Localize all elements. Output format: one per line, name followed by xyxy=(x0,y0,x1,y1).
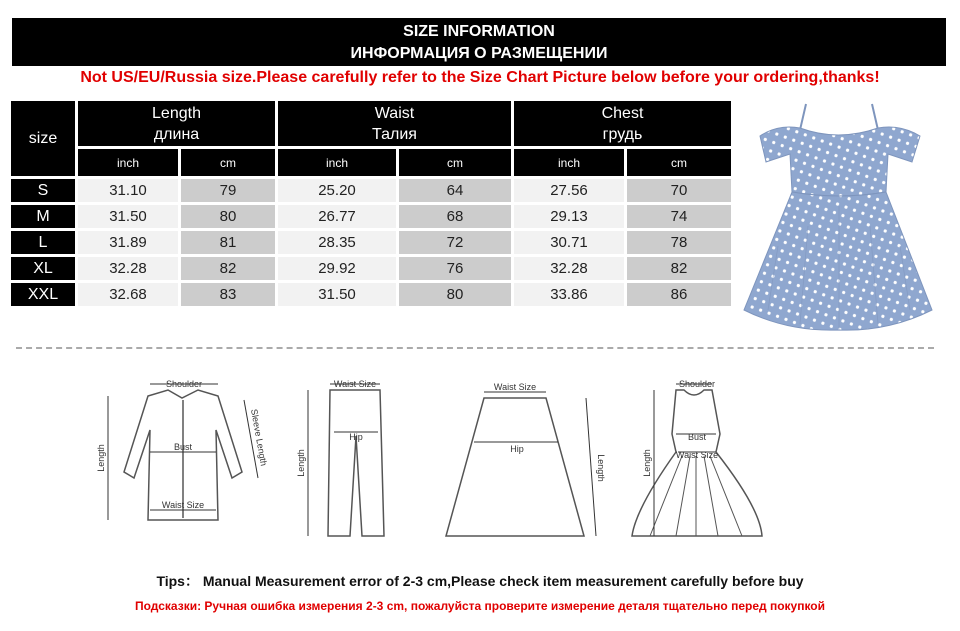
table-cell: 83 xyxy=(181,283,275,306)
skirt-hip-label: Hip xyxy=(510,444,524,454)
shirt-shoulder-label: Shoulder xyxy=(165,379,203,389)
skirt-length-label: Length xyxy=(596,454,606,482)
size-label: S xyxy=(11,179,75,202)
measurement-diagrams xyxy=(0,368,960,558)
table-row xyxy=(11,205,731,228)
unit-header: cm xyxy=(627,149,731,176)
size-warning: Not US/EU/Russia size.Please carefully refer to the Size Chart Picture below before your ordering,thanks! xyxy=(80,69,880,86)
table-cell: 81 xyxy=(181,231,275,254)
table-cell: 29.13 xyxy=(514,205,624,228)
shirt-length-label: Length xyxy=(96,444,106,472)
chest-header xyxy=(514,101,731,146)
table-cell: 31.89 xyxy=(78,231,178,254)
section-divider xyxy=(16,347,934,349)
waist-header-en: Waist xyxy=(374,104,415,122)
unit-header: cm xyxy=(181,149,275,176)
table-cell: 72 xyxy=(399,231,511,254)
size-info-header xyxy=(12,18,946,66)
table-cell: 26.77 xyxy=(278,205,396,228)
header-title-ru: ИНФОРМАЦИЯ О РАЗМЕЩЕНИИ xyxy=(350,45,608,62)
unit-header: inch xyxy=(514,149,624,176)
pants-hip-label: Hip xyxy=(349,432,363,442)
table-cell: 80 xyxy=(181,205,275,228)
dress-product-image xyxy=(738,96,938,342)
table-row xyxy=(11,231,731,254)
dress-shoulder-label: Shoulder xyxy=(678,379,716,389)
table-cell: 76 xyxy=(399,257,511,280)
table-row xyxy=(11,257,731,280)
dress-bust-label: Bust xyxy=(687,432,707,442)
table-cell: 68 xyxy=(399,205,511,228)
tips-text: Tips： Manual Measurement error of 2-3 cm,Please check item measurement carefully before buy xyxy=(156,573,804,589)
unit-header: cm xyxy=(399,149,511,176)
dress-length-label: Length xyxy=(642,449,652,477)
shirt-waist-label: Waist Size xyxy=(161,500,205,510)
length-header-en: Length xyxy=(152,104,201,122)
table-cell: 70 xyxy=(627,179,731,202)
chest-header-ru: грудь xyxy=(602,125,643,143)
size-label: L xyxy=(11,231,75,254)
length-header xyxy=(78,101,275,146)
table-cell: 64 xyxy=(399,179,511,202)
unit-header: inch xyxy=(78,149,178,176)
dress-waist-label: Waist Size xyxy=(675,450,719,460)
header-title-en: SIZE INFORMATION xyxy=(403,23,555,40)
waist-header xyxy=(278,101,511,146)
table-cell: 25.20 xyxy=(278,179,396,202)
table-cell: 31.50 xyxy=(278,283,396,306)
unit-header: inch xyxy=(278,149,396,176)
table-row xyxy=(11,179,731,202)
length-header-ru: длина xyxy=(153,125,200,143)
table-cell: 30.71 xyxy=(514,231,624,254)
table-cell: 82 xyxy=(627,257,731,280)
table-cell: 32.68 xyxy=(78,283,178,306)
pants-waist-label: Waist Size xyxy=(333,379,377,389)
table-cell: 32.28 xyxy=(514,257,624,280)
table-cell: 32.28 xyxy=(78,257,178,280)
table-cell: 86 xyxy=(627,283,731,306)
table-cell: 33.86 xyxy=(514,283,624,306)
chest-header-en: Chest xyxy=(601,104,644,122)
skirt-waist-label: Waist Size xyxy=(493,382,537,392)
size-label: XL xyxy=(11,257,75,280)
size-chart-table xyxy=(8,98,734,309)
table-row xyxy=(11,283,731,306)
table-cell: 31.10 xyxy=(78,179,178,202)
table-cell: 79 xyxy=(181,179,275,202)
shirt-sleeve-label: Sleeve Length xyxy=(249,408,269,467)
table-cell: 80 xyxy=(399,283,511,306)
waist-header-ru: Талия xyxy=(372,125,417,143)
table-cell: 28.35 xyxy=(278,231,396,254)
table-cell: 29.92 xyxy=(278,257,396,280)
table-cell: 27.56 xyxy=(514,179,624,202)
table-cell: 74 xyxy=(627,205,731,228)
size-label: XXL xyxy=(11,283,75,306)
table-cell: 82 xyxy=(181,257,275,280)
table-cell: 31.50 xyxy=(78,205,178,228)
size-column-header: size xyxy=(11,101,75,176)
size-label: M xyxy=(11,205,75,228)
tips-text-ru: Подсказки: Ручная ошибка измерения 2-3 cm, пожалуйста проверите измерение деталя тщательно перед покупкой xyxy=(134,599,826,613)
shirt-bust-label: Bust xyxy=(173,442,193,452)
pants-length-label: Length xyxy=(296,449,306,477)
table-cell: 78 xyxy=(627,231,731,254)
